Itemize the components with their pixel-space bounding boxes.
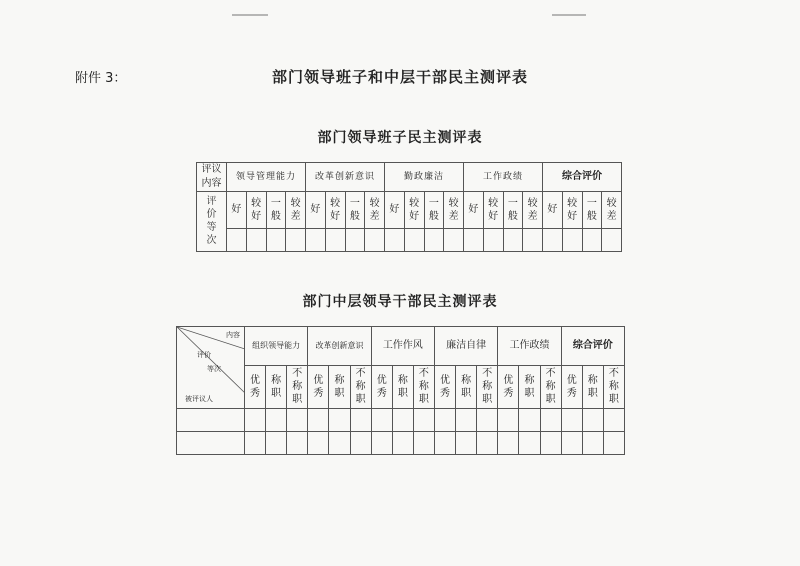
grade-cell <box>385 192 405 229</box>
grade-label: 较好 <box>330 197 341 222</box>
grade-cell <box>519 366 540 409</box>
score-cell[interactable] <box>404 229 424 252</box>
grade-label: 好 <box>310 204 321 215</box>
grade-cell <box>503 192 523 229</box>
grade-label: 较好 <box>567 197 578 222</box>
grade-cell <box>325 192 345 229</box>
grade-cell <box>582 366 603 409</box>
grade-label: 称职 <box>461 374 472 399</box>
score-cell[interactable] <box>483 229 503 252</box>
grade-header-cell <box>197 192 227 252</box>
grade-cell <box>227 192 247 229</box>
score-cell[interactable] <box>350 409 371 432</box>
score-cell[interactable] <box>266 409 287 432</box>
score-cell[interactable] <box>456 409 477 432</box>
score-cell[interactable] <box>540 409 561 432</box>
grade-cell <box>562 192 582 229</box>
table1-title: 部门领导班子民主测评表 <box>317 130 483 146</box>
grade-cell <box>286 192 306 229</box>
grade-cell <box>329 366 350 409</box>
corner-label-grade: 等次 <box>207 365 221 373</box>
grade-label: 不称职 <box>418 368 429 405</box>
score-cell[interactable] <box>603 432 624 455</box>
score-cell[interactable] <box>464 229 484 252</box>
score-cell[interactable] <box>503 229 523 252</box>
person-cell[interactable] <box>177 409 245 432</box>
score-cell[interactable] <box>227 229 247 252</box>
grade-label: 好 <box>231 204 242 215</box>
score-cell[interactable] <box>308 409 329 432</box>
grade-cell <box>483 192 503 229</box>
grade-label: 一般 <box>270 197 281 222</box>
score-cell[interactable] <box>498 409 519 432</box>
score-cell[interactable] <box>477 432 498 455</box>
grade-label: 优秀 <box>313 374 324 399</box>
grade-label: 优秀 <box>503 374 514 399</box>
score-cell[interactable] <box>365 229 385 252</box>
grade-label: 较差 <box>369 197 380 222</box>
score-cell[interactable] <box>477 409 498 432</box>
annex-label: 附件 3： <box>75 71 127 86</box>
score-cell[interactable] <box>345 229 365 252</box>
category-header: 综合评价 <box>543 163 622 192</box>
grade-cell <box>308 366 329 409</box>
grade-label: 较好 <box>409 197 420 222</box>
score-cell[interactable] <box>245 409 266 432</box>
grade-label: 不称职 <box>355 368 366 405</box>
grade-label: 好 <box>389 204 400 215</box>
grade-label: 一般 <box>349 197 360 222</box>
grade-cell <box>477 366 498 409</box>
score-cell[interactable] <box>371 409 392 432</box>
grade-label: 不称职 <box>608 368 619 405</box>
category-header: 领导管理能力 <box>227 163 306 192</box>
category-header: 改革创新意识 <box>308 327 371 366</box>
score-cell[interactable] <box>329 409 350 432</box>
diagonal-corner-cell <box>177 327 245 409</box>
score-cell[interactable] <box>582 229 602 252</box>
corner-cell <box>197 163 227 192</box>
category-header: 组织领导能力 <box>245 327 308 366</box>
score-cell[interactable] <box>498 432 519 455</box>
grade-label: 称职 <box>271 374 282 399</box>
grade-cell <box>543 192 563 229</box>
grade-cell <box>266 366 287 409</box>
corner-label-bottom: 内容 <box>201 178 222 189</box>
category-header: 廉洁自律 <box>434 327 497 366</box>
grade-cell <box>306 192 326 229</box>
scan-mark-left <box>232 14 268 16</box>
grade-label: 较差 <box>527 197 538 222</box>
grade-label: 一般 <box>507 197 518 222</box>
scan-mark-right <box>552 14 586 16</box>
grade-cell <box>424 192 444 229</box>
grade-cell <box>434 366 455 409</box>
score-cell[interactable] <box>523 229 543 252</box>
grade-cell <box>287 366 308 409</box>
grade-header-label: 评价等次 <box>206 196 217 246</box>
score-cell[interactable] <box>286 229 306 252</box>
grade-cell <box>603 366 624 409</box>
person-cell[interactable] <box>177 432 245 455</box>
score-cell[interactable] <box>519 409 540 432</box>
grade-label: 不称职 <box>482 368 493 405</box>
category-header: 工作政绩 <box>498 327 561 366</box>
score-cell[interactable] <box>424 229 444 252</box>
grade-cell <box>523 192 543 229</box>
score-cell[interactable] <box>434 432 455 455</box>
main-title: 部门领导班子和中层干部民主测评表 <box>271 68 528 86</box>
score-cell[interactable] <box>519 432 540 455</box>
grade-cell <box>345 192 365 229</box>
grade-cell <box>413 366 434 409</box>
grade-cell <box>582 192 602 229</box>
grade-label: 不称职 <box>292 368 303 405</box>
grade-cell <box>365 192 385 229</box>
grade-label: 优秀 <box>376 374 387 399</box>
grade-cell <box>371 366 392 409</box>
grade-label: 较好 <box>251 197 262 222</box>
category-header: 综合评价 <box>561 327 624 366</box>
category-header: 工作政绩 <box>464 163 543 192</box>
grade-label: 一般 <box>586 197 597 222</box>
grade-label: 称职 <box>334 374 345 399</box>
grade-cell <box>404 192 424 229</box>
score-cell[interactable] <box>561 409 582 432</box>
grade-label: 不称职 <box>545 368 556 405</box>
score-cell[interactable] <box>434 409 455 432</box>
corner-label-content: 内容 <box>226 331 240 339</box>
leadership-team-evaluation-table <box>196 162 622 252</box>
score-cell[interactable] <box>287 432 308 455</box>
grade-cell <box>464 192 484 229</box>
grade-cell <box>246 192 266 229</box>
score-cell[interactable] <box>266 432 287 455</box>
score-cell[interactable] <box>306 229 326 252</box>
grade-cell <box>498 366 519 409</box>
grade-cell <box>540 366 561 409</box>
score-cell[interactable] <box>245 432 266 455</box>
grade-cell <box>456 366 477 409</box>
corner-label-eval: 评价 <box>197 351 211 359</box>
score-cell[interactable] <box>308 432 329 455</box>
score-cell[interactable] <box>562 229 582 252</box>
score-cell[interactable] <box>603 409 624 432</box>
corner-label-person: 被评议人 <box>185 395 213 403</box>
grade-label: 一般 <box>428 197 439 222</box>
grade-label: 较差 <box>290 197 301 222</box>
score-cell[interactable] <box>371 432 392 455</box>
grade-label: 称职 <box>524 374 535 399</box>
score-cell[interactable] <box>392 409 413 432</box>
score-cell[interactable] <box>444 229 464 252</box>
grade-label: 优秀 <box>440 374 451 399</box>
grade-label: 较差 <box>606 197 617 222</box>
score-cell[interactable] <box>287 409 308 432</box>
middle-cadre-evaluation-table <box>176 326 625 455</box>
grade-label: 称职 <box>587 374 598 399</box>
score-cell[interactable] <box>246 229 266 252</box>
category-header: 工作作风 <box>371 327 434 366</box>
score-cell[interactable] <box>329 432 350 455</box>
score-cell[interactable] <box>456 432 477 455</box>
grade-cell <box>392 366 413 409</box>
table2-title: 部门中层领导干部民主测评表 <box>302 294 498 310</box>
grade-label: 称职 <box>397 374 408 399</box>
grade-cell <box>561 366 582 409</box>
category-header: 改革创新意识 <box>306 163 385 192</box>
score-cell[interactable] <box>602 229 622 252</box>
score-cell[interactable] <box>350 432 371 455</box>
grade-label: 优秀 <box>250 374 261 399</box>
score-cell[interactable] <box>266 229 286 252</box>
grade-cell <box>444 192 464 229</box>
grade-cell <box>602 192 622 229</box>
score-cell[interactable] <box>582 432 603 455</box>
category-header: 勤政廉洁 <box>385 163 464 192</box>
score-cell[interactable] <box>582 409 603 432</box>
grade-cell <box>350 366 371 409</box>
score-cell[interactable] <box>413 409 434 432</box>
score-cell[interactable] <box>540 432 561 455</box>
score-cell[interactable] <box>325 229 345 252</box>
grade-cell <box>245 366 266 409</box>
grade-label: 较好 <box>488 197 499 222</box>
score-cell[interactable] <box>392 432 413 455</box>
grade-label: 优秀 <box>566 374 577 399</box>
grade-cell <box>266 192 286 229</box>
grade-label: 较差 <box>448 197 459 222</box>
score-cell[interactable] <box>413 432 434 455</box>
grade-label: 好 <box>468 204 479 215</box>
score-cell[interactable] <box>385 229 405 252</box>
score-cell[interactable] <box>543 229 563 252</box>
score-cell[interactable] <box>561 432 582 455</box>
corner-label-top: 评议 <box>201 164 222 175</box>
grade-label: 好 <box>547 204 558 215</box>
